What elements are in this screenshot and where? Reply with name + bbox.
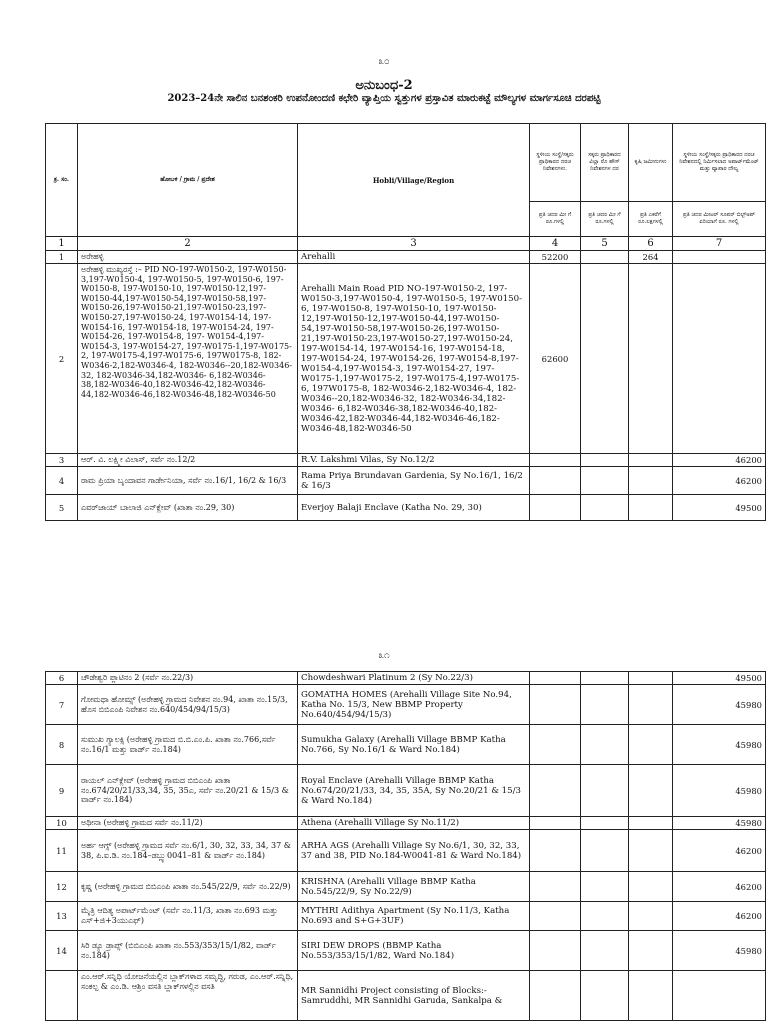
row-value-agri xyxy=(629,817,673,830)
row-value-agri xyxy=(629,685,673,725)
row-serial: 13 xyxy=(46,902,78,931)
row-serial: 3 xyxy=(46,454,78,467)
row-serial: 2 xyxy=(46,264,78,454)
row-value-site xyxy=(530,765,581,817)
header-villa-row-house: ಸಕ್ಕರು ಪ್ರಾಧಿಕಾರದ ವಿಲ್ಲಾ ರೊ ಹೌಸ್ ನಿವೇಶನಗಳ ದರ xyxy=(581,124,629,202)
row-region-english: GOMATHA HOMES (Arehalli Village Site No.94, Katha No. 15/3, New BBMP Property No.640/454/94/15/3) xyxy=(298,685,530,725)
row-value-apartment xyxy=(673,251,766,264)
table-row xyxy=(46,467,766,495)
row-region-english: Rama Priya Brundavan Gardenia, Sy No.16/1, 16/2 & 16/3 xyxy=(298,467,530,495)
row-region-kannada: ಅರ್ಹ ಆಗ್ಸ್ (ಅರೇಹಳ್ಳಿ ಗ್ರಾಮದ ಸರ್ವೆ ನಂ.6/1, 30, 32, 33, 34, 37 & 38, ಪಿ.ಐ.ಡಿ. ನಂ.184–ಡಬ್ಲ್ಯು0041–81 & ವಾರ್ಡ್ ನಂ.184) xyxy=(78,830,298,872)
header-unit-acre: ಪ್ರತಿ ಎಕರೆಗೆ ರೂ.ಲಕ್ಷಗಳಲ್ಲಿ xyxy=(629,202,673,237)
row-value-apartment: 45980 xyxy=(673,725,766,765)
row-value-agri xyxy=(629,765,673,817)
row-region-kannada: ಅರೇಹಳ್ಳಿ xyxy=(78,251,298,264)
row-value-agri xyxy=(629,454,673,467)
row-value-site xyxy=(530,467,581,495)
row-value-villa xyxy=(581,454,629,467)
table-row xyxy=(46,251,766,264)
row-value-agri xyxy=(629,725,673,765)
header-apartment-value: ಸ್ಥಳೀಯ ಸಂಸ್ಥೆ/ಸಕ್ಕರು ಪ್ರಾಧಿಕಾರದ ದರಚ ನಿವೇಶನದಲ್ಲಿ ನಿರ್ಮಿಸಲಾದ ಅಪಾರ್ಟ್‌ಮೆಂಟ್ ಮತ್ತು ವ್ಯಾಪಾರ ದೌಲ್ಯ xyxy=(673,124,766,202)
row-region-english: Arehalli Main Road PID NO-197-W0150-2, 197-W0150-3,197-W0150-4, 197-W0150-5, 197-W0150-6, 197-W0150-8, 197-W0150-10, 197-W0150-12,197-W0150-12,197-W0150-44,197-W0150-54,197-W0150-58,197-W0150-26,197-W0150-21,197-W0150-23,197-W0150-27,197-W0150-24, 197-W0154-14, 197-W0154-16, 197-W0154-18, 197-W0154-24, 197-W0154-26, 197-W0154-8,197-W0154-4,197-W0154-3, 197-W0154-27, 197-W0175-1,197-W0175-2, 197-W0175-4,197-W0175-6, 197W0175-8, 182-W0346-2,182-W0346-4, 182-W0346--20,182-W0346-32, 182-W0346-34,182-W0346- 6,182-W0346-38,182-W0346-40,182-W0346-42,182-W0346-44,182-W0346-46,182-W0346-48,182-W0346-50 xyxy=(298,264,530,454)
row-value-villa xyxy=(581,765,629,817)
row-region-english: R.V. Lakshmi Vilas, Sy No.12/2 xyxy=(298,454,530,467)
row-serial: 8 xyxy=(46,725,78,765)
row-value-site xyxy=(530,817,581,830)
row-value-site xyxy=(530,971,581,1021)
row-value-agri xyxy=(629,931,673,971)
row-value-agri xyxy=(629,830,673,872)
row-value-villa xyxy=(581,830,629,872)
header-agricultural-land: ಕೃಷಿ ಜಮೀನುಗಳು xyxy=(629,124,673,202)
row-serial xyxy=(46,971,78,1021)
row-value-apartment: 46200 xyxy=(673,872,766,902)
row-value-apartment: 45980 xyxy=(673,931,766,971)
row-value-apartment: 45980 xyxy=(673,765,766,817)
row-value-apartment: 46200 xyxy=(673,454,766,467)
row-value-villa xyxy=(581,251,629,264)
row-value-villa xyxy=(581,685,629,725)
row-value-site xyxy=(530,902,581,931)
row-region-english: Chowdeshwari Platinum 2 (Sy No.22/3) xyxy=(298,672,530,685)
row-region-kannada: ಅಥೀನಾ (ಅರೇಹಳ್ಳಿ ಗ್ರಾಮದ ಸರ್ವೆ ನಂ.11/2) xyxy=(78,817,298,830)
row-region-english: ARHA AGS (Arehalli Village Sy No.6/1, 30, 32, 33, 37 and 38, PID No.184-W0041-81 & Ward No.184) xyxy=(298,830,530,872)
header-unit-builtup: ಪ್ರತಿ ಚದರ ಮೀಟರ್ ಸೂಪರ್ ಬಿಲ್ಟ್‌ಅಪ್ ಏರಿಯಾಗೆ ರೂ. ಗಳಲ್ಲಿ xyxy=(673,202,766,237)
row-region-english: Athena (Arehalli Village Sy No.11/2) xyxy=(298,817,530,830)
row-value-agri xyxy=(629,264,673,454)
row-value-apartment: 49500 xyxy=(673,495,766,521)
page-number: ೩೧ xyxy=(378,650,390,661)
row-value-agri xyxy=(629,672,673,685)
row-region-kannada: ಸುಮುಖ ಗ್ಯಾಲಕ್ಸಿ (ಅರೇಹಳ್ಳಿ ಗ್ರಾಮದ ಬಿ.ಬಿ.ಎಂ.ಪಿ. ಖಾತಾ ನಂ.766,ಸರ್ವೆ ನಂ.16/1 ಮತ್ತು ವಾರ್ಡ್ ನಂ.184) xyxy=(78,725,298,765)
row-region-english: Sumukha Galaxy (Arehalli Village BBMP Katha No.766, Sy No.16/1 & Ward No.184) xyxy=(298,725,530,765)
table-row xyxy=(46,685,766,725)
row-serial: 10 xyxy=(46,817,78,830)
row-region-kannada: ಆರ್. ವಿ. ಲಕ್ಷ್ಮೀ ವಿಲಾಸ್, ಸರ್ವೆ ನಂ.12/2 xyxy=(78,454,298,467)
row-serial: 1 xyxy=(46,251,78,264)
row-region-kannada: ಎಂ.ಆರ್.ಸನ್ನಿಧಿ ಯೋಜನೆಯಲ್ಲಿನ ಬ್ಲಾಕ್‌ಗಳಾದ ಸಮೃದ್ಧಿ, ಗರುಡ, ಎಂ.ಆರ್.ಸನ್ನಿಧಿ, ಸಂಕಲ್ಪ & ಎಂ.ಡಿ. ಆಶ್ರಿಂ ವಸತಿ ಬ್ಲಾಕ್‌ಗಳಲ್ಲಿನ ವಸತಿ xyxy=(78,971,298,1021)
column-number: 1 xyxy=(46,237,78,251)
row-value-apartment: 49500 xyxy=(673,672,766,685)
row-region-kannada: ಕೃಷ್ಣ (ಅರೇಹಳ್ಳಿ ಗ್ರಾಮದ ಬಿಬಿಎಂಪಿ ಖಾತಾ ನಂ.545/22/9, ಸರ್ವೆ ನಂ.22/9) xyxy=(78,872,298,902)
row-value-site: 52200 xyxy=(530,251,581,264)
row-value-agri xyxy=(629,872,673,902)
row-region-english: MYTHRI Adithya Apartment (Sy No.11/3, Katha No.693 and S+G+3UF) xyxy=(298,902,530,931)
row-value-site xyxy=(530,685,581,725)
header-unit-sqm: ಪ್ರತಿ ಚದರ ಮೀ ಗೆ ರೂ.ಗಳಲ್ಲಿ xyxy=(581,202,629,237)
table-row xyxy=(46,971,766,1021)
column-number: 5 xyxy=(581,237,629,251)
row-value-villa xyxy=(581,672,629,685)
row-serial: 7 xyxy=(46,685,78,725)
column-number: 4 xyxy=(530,237,581,251)
row-value-apartment xyxy=(673,264,766,454)
row-region-kannada: ರಾಮ ಪ್ರಿಯಾ ಬೃಂದಾವನ ಗಾರ್ಡೇನಿಯಾ, ಸರ್ವೆ ನಂ.16/1, 16/2 & 16/3 xyxy=(78,467,298,495)
row-value-site xyxy=(530,872,581,902)
guidance-value-table-continued xyxy=(45,671,766,1021)
row-value-apartment: 46200 xyxy=(673,467,766,495)
row-region-english: Royal Enclave (Arehalli Village BBMP Katha No.674/20/21/33, 34, 35, 35A, Sy No.20/21 & 15/3 & Ward No.184) xyxy=(298,765,530,817)
row-serial: 14 xyxy=(46,931,78,971)
row-region-kannada: ಅರೇಹಳ್ಳಿ ಮುಖ್ಯರಸ್ತೆ :– PID NO-197-W0150-2, 197-W0150-3,197-W0150-4, 197-W0150-5, 197-W0150-6, 197-W0150-8, 197-W0150-10, 197-W0150-12,197-W0150-44,197-W0150-54,197-W0150-58,197-W0150-26,197-W0150-21,197-W0150-23,197-W0150-27,197-W0150-24, 197-W0154-14, 197-W0154-16, 197-W0154-18, 197-W0154-24, 197-W0154-26, 197-W0154-8, 197- W0154-4,197-W0154-3, 197-W0154-27, 197-W0175-1,197-W0175-2, 197-W0175-4,197-W0175-6, 197W0175-8, 182-W0346-2,182-W0346-4, 182-W0346--20,182-W0346-32, 182-W0346-34,182-W0346- 6,182-W0346-38,182-W0346-40,182-W0346-42,182-W0346-44,182-W0346-46,182-W0346-48,182-W0346-50 xyxy=(78,264,298,454)
row-value-site xyxy=(530,672,581,685)
header-hobli-english: Hobli/Village/Region xyxy=(298,124,530,237)
row-serial: 6 xyxy=(46,672,78,685)
row-value-villa xyxy=(581,971,629,1021)
row-value-site xyxy=(530,454,581,467)
row-serial: 12 xyxy=(46,872,78,902)
page-subtitle: 2023–24ನೇ ಸಾಲಿನ ಬನಶಂಕರಿ ಉಪನೋಂದಣಿ ಕಛೇರಿ ವ್ಯಾಪ್ತಿಯ ಸ್ವತ್ತುಗಳ ಪ್ರಸ್ತಾವಿತ ಮಾರುಕಟ್ಟೆ ಮೌಲ್ಯಗಳ ಮಾರ್ಗಸೂಚಿ ದರಪಟ್ಟಿ xyxy=(167,93,601,104)
row-value-agri xyxy=(629,467,673,495)
row-region-english: Arehalli xyxy=(298,251,530,264)
column-number: 3 xyxy=(298,237,530,251)
table-row xyxy=(46,672,766,685)
row-value-villa xyxy=(581,467,629,495)
table-row xyxy=(46,454,766,467)
table-row xyxy=(46,830,766,872)
row-value-agri xyxy=(629,495,673,521)
row-value-villa xyxy=(581,817,629,830)
row-value-agri xyxy=(629,971,673,1021)
row-value-villa xyxy=(581,931,629,971)
row-region-kannada: ಸಿರಿ ಡ್ಯೂ ಡ್ರಾಪ್ಸ್ (ಬಿಬಿಎಂಪಿ ಖಾತಾ ನಂ.553/353/15/1/82, ವಾರ್ಡ್ ನಂ.184) xyxy=(78,931,298,971)
table-row xyxy=(46,725,766,765)
row-value-villa xyxy=(581,495,629,521)
row-value-site xyxy=(530,830,581,872)
table-row xyxy=(46,495,766,521)
row-region-kannada: ಎವರ್‌ಜಾಯ್ ಬಾಲಾಜಿ ಎನ್‌ಕ್ಲೇವ್ (ಖಾತಾ ನಂ.29, 30) xyxy=(78,495,298,521)
column-number: 2 xyxy=(78,237,298,251)
row-value-site xyxy=(530,725,581,765)
row-value-apartment xyxy=(673,971,766,1021)
row-region-kannada: ಗೋಮಥಾ ಹೋಮ್ಸ್ (ಅರೇಹಳ್ಳಿ ಗ್ರಾಮದ ನಿವೇಶನ ನಂ.94, ಖಾತಾ ನಂ.15/3, ಹೊಸ ಬಿಬಿಎಂಪಿ ನಿವೇಶನ ನಂ.640/454/94/15/3) xyxy=(78,685,298,725)
row-value-villa xyxy=(581,902,629,931)
column-number: 7 xyxy=(673,237,766,251)
page-number: ೩೦ xyxy=(378,56,390,67)
row-region-english: KRISHNA (Arehalli Village BBMP Katha No.545/22/9, Sy No.22/9) xyxy=(298,872,530,902)
page-title: ಅನುಬಂಧ-2 xyxy=(355,78,413,93)
row-serial: 5 xyxy=(46,495,78,521)
row-serial: 11 xyxy=(46,830,78,872)
row-value-villa xyxy=(581,872,629,902)
table-row xyxy=(46,902,766,931)
row-value-agri: 264 xyxy=(629,251,673,264)
row-region-kannada: ಮೈತ್ರಿ ಆದಿತ್ಯ ಅಪಾರ್ಟ್‌ಮೆಂಟ್ (ಸರ್ವೆ ನಂ.11/3, ಖಾತಾ ನಂ.693 ಮತ್ತು ಎಸ್+ಜಿ+3ಯುಎಫ್) xyxy=(78,902,298,931)
row-serial: 9 xyxy=(46,765,78,817)
table-row xyxy=(46,817,766,830)
header-unit-sqm: ಪ್ರತಿ ಚದರ ಮೀ ಗೆ ರೂ.ಗಳಲ್ಲಿ xyxy=(530,202,581,237)
header-hobli-kannada: ಹೋಬಳಿ / ಗ್ರಾಮ / ಪ್ರದೇಶ xyxy=(78,124,298,237)
row-value-apartment: 46200 xyxy=(673,902,766,931)
row-region-english: MR Sannidhi Project consisting of Blocks:- Samruddhi, MR Sannidhi Garuda, Sankalpa & xyxy=(298,971,530,1021)
guidance-value-table xyxy=(45,123,766,521)
row-region-kannada: ರಾಯಲ್ ಎನ್‌ಕ್ಲೇವ್ (ಅರೇಹಳ್ಳಿ ಗ್ರಾಮದ ಬಿಬಿಎಂಪಿ ಖಾತಾ ನಂ.674/20/21/33,34, 35, 35ಎ, ಸರ್ವೆ ನಂ.20/21 & 15/3 & ವಾರ್ಡ್ ನಂ.184) xyxy=(78,765,298,817)
row-region-kannada: ಚೌಡೇಶ್ವರಿ ಪ್ಲಾಟಿನಂ 2 (ಸರ್ವೆ ನಂ.22/3) xyxy=(78,672,298,685)
header-local-body-sites: ಸ್ಥಳೀಯ ಸಂಸ್ಥೆ/ಸಕ್ಕರು ಪ್ರಾಧಿಕಾರದ ದರಚ ನಿವೇಶನಗಳು. xyxy=(530,124,581,202)
row-value-site xyxy=(530,495,581,521)
table-row xyxy=(46,264,766,454)
row-value-apartment: 46200 xyxy=(673,830,766,872)
row-value-agri xyxy=(629,902,673,931)
row-region-english: Everjoy Balaji Enclave (Katha No. 29, 30) xyxy=(298,495,530,521)
table-row xyxy=(46,872,766,902)
table-row xyxy=(46,765,766,817)
row-value-apartment: 45980 xyxy=(673,817,766,830)
row-value-site: 62600 xyxy=(530,264,581,454)
row-value-apartment: 45980 xyxy=(673,685,766,725)
row-value-villa xyxy=(581,264,629,454)
row-value-villa xyxy=(581,725,629,765)
header-serial: ಕ್ರ. ಸಂ. xyxy=(46,124,78,237)
row-serial: 4 xyxy=(46,467,78,495)
row-value-site xyxy=(530,931,581,971)
row-region-english: SIRI DEW DROPS (BBMP Katha No.553/353/15/1/82, Ward No.184) xyxy=(298,931,530,971)
column-number: 6 xyxy=(629,237,673,251)
table-row xyxy=(46,931,766,971)
